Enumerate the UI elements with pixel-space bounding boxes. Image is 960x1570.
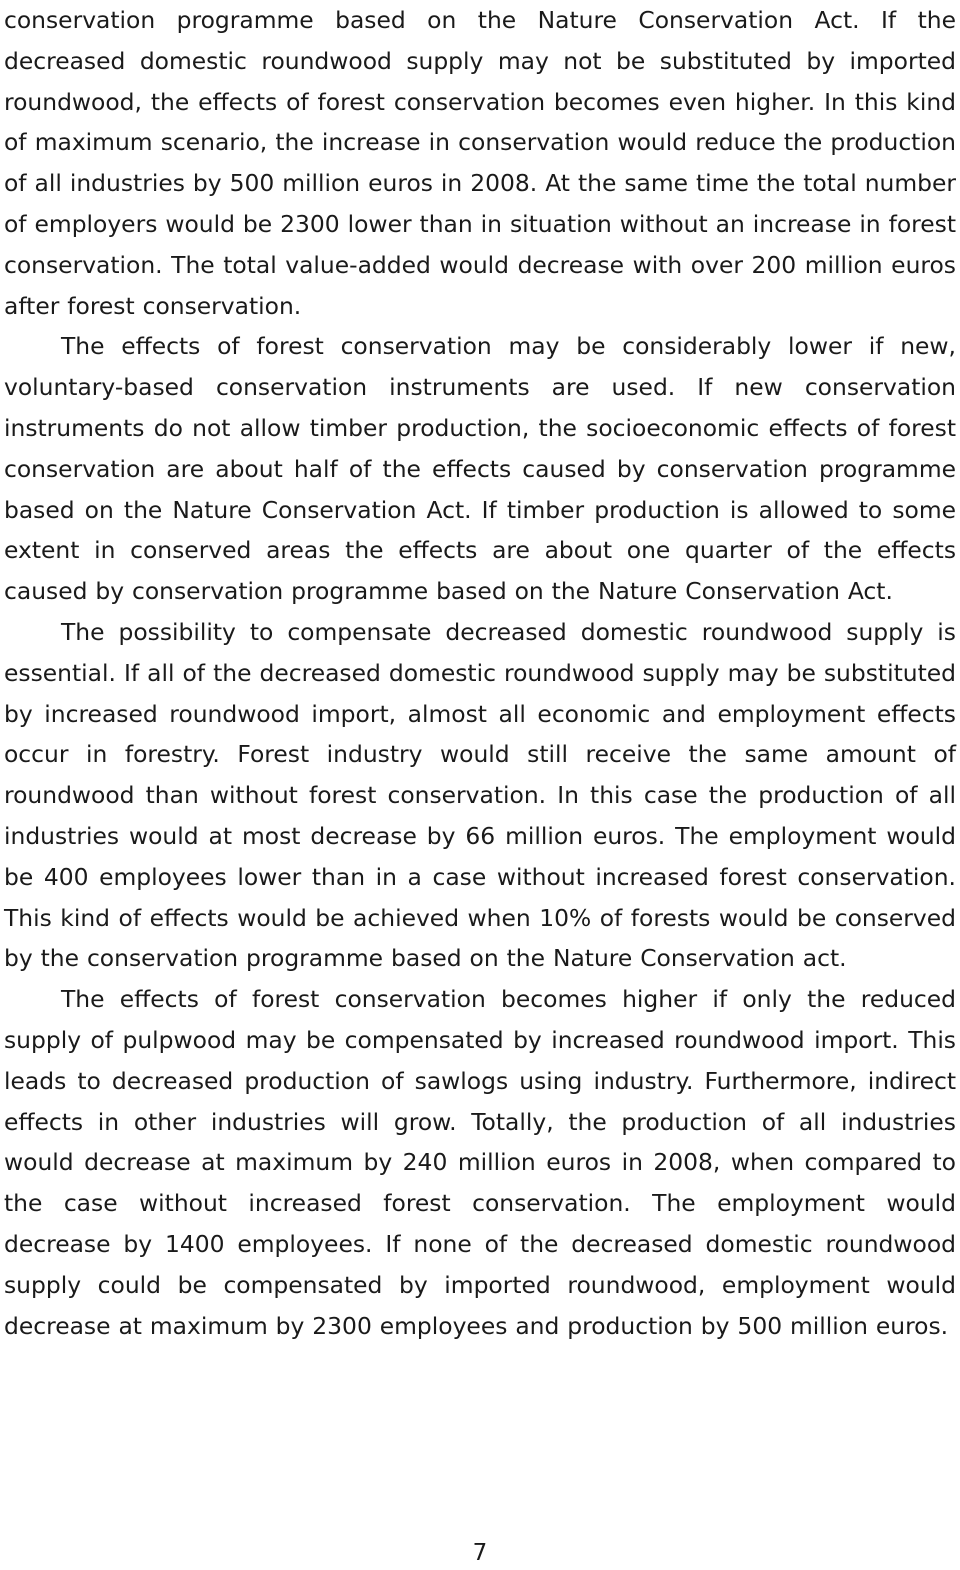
paragraph-voluntary-instruments: The effects of forest conservation may be considerably lower if new, voluntary-based conservation instruments are used. If new conservation instruments do not allow timber production, the socioeconomic effects of forest conservation are about half of the effects caused by conservation programme based on the Nature Conservation Act. If timber production is allowed to some extent in conserved areas the effects are about one quarter of the effects caused by conservation programme based on the Nature Conservation Act. [4,332,956,606]
document-body [4,0,956,1346]
paragraph-compensation: The possibility to compensate decreased domestic roundwood supply is essential. If all of the decreased domestic roundwood supply may be substituted by increased roundwood import, almost all economic and employment effects occur in forestry. Forest industry would still receive the same amount of roundwood than without forest conservation. In this case the production of all industries would at most decrease by 66 million euros. The employment would be 400 employees lower than in a case without increased forest conservation. This kind of effects would be achieved when 10% of forests would be conserved by the conservation programme based on the Nature Conservation act. [4,617,956,973]
paragraph-continuation: conservation programme based on the Nature Conservation Act. If the decreased domestic roundwood supply may not be substituted by imported roundwood, the effects of forest conservation becomes even higher. In this kind of maximum scenario, the increase in conservation would reduce the production of all industries by 500 million euros in 2008. At the same time the total number of employers would be 2300 lower than in situation without an increase in forest conservation. The total value-added would decrease with over 200 million euros after forest conservation. [4,6,956,320]
paragraph-pulpwood: The effects of forest conservation becomes higher if only the reduced supply of pulpwood may be compensated by increased roundwood import. This leads to decreased production of sawlogs using industry. Furthermore, indirect effects in other industries will grow. Totally, the production of all industries would decrease at maximum by 240 million euros in 2008, when compared to the case without increased forest conservation. The employment would decrease by 1400 employees. If none of the decreased domestic roundwood supply could be compensated by imported roundwood, employment would decrease at maximum by 2300 employees and production by 500 million euros. [4,985,956,1340]
page-number: 7 [472,1540,488,1566]
